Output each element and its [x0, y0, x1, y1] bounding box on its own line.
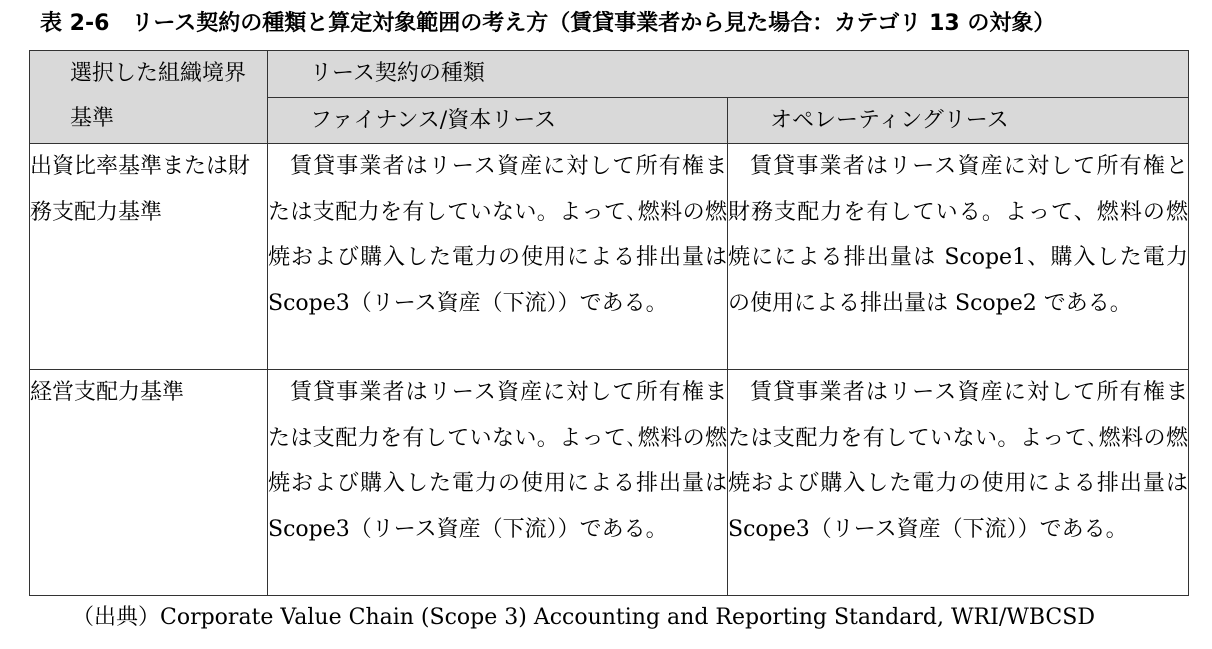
lease-table	[29, 50, 1189, 596]
header-boundary-basis	[30, 51, 268, 144]
source-citation: （出典）Corporate Value Chain (Scope 3) Accounting and Reporting Standard, WRI/WBCSD	[72, 605, 1095, 630]
header-boundary-basis-text: 選択した組織境界基準	[70, 61, 247, 131]
row-1-operating-text: 賃貸事業者はリース資産に対して所有権と財務支配力を有している。よって、燃料の燃焼にによる排出量は Scope1、購入した電力の使用による排出量は Scope2 である。	[728, 154, 1188, 316]
header-finance-lease	[268, 97, 728, 144]
header-lease-type	[268, 51, 1189, 98]
header-finance-lease-text: ファイナンス/資本リース	[310, 107, 557, 133]
row-2-operating	[728, 370, 1189, 596]
table-row	[30, 370, 1189, 596]
row-2-operating-text: 賃貸事業者はリース資産に対して所有権または支配力を有していない。よって､燃料の燃焼および購入した電力の使用による排出量は Scope3（リース資産（下流））である。	[728, 380, 1188, 542]
row-1-basis: 出資比率基準または財務支配力基準	[30, 144, 268, 370]
header-operating-lease	[728, 97, 1189, 144]
table-row	[30, 144, 1189, 370]
header-operating-lease-text: オペレーティングリース	[770, 107, 1009, 133]
row-2-finance	[268, 370, 728, 596]
header-lease-type-text: リース契約の種類	[310, 61, 485, 86]
row-1-finance	[268, 144, 728, 370]
row-1-operating	[728, 144, 1189, 370]
row-2-basis: 経営支配力基準	[30, 370, 268, 596]
row-2-finance-text: 賃貸事業者はリース資産に対して所有権または支配力を有していない。よって､燃料の燃焼および購入した電力の使用による排出量は Scope3（リース資産（下流））である。	[268, 380, 727, 542]
header-row-top	[30, 51, 1189, 98]
table-title: 表 2-6 リース契約の種類と算定対象範囲の考え方（賃貸事業者から見た場合：カテゴリ 13 の対象）	[40, 11, 1056, 36]
row-1-finance-text: 賃貸事業者はリース資産に対して所有権または支配力を有していない。よって､燃料の燃焼および購入した電力の使用による排出量は Scope3（リース資産（下流））である。	[268, 154, 727, 316]
